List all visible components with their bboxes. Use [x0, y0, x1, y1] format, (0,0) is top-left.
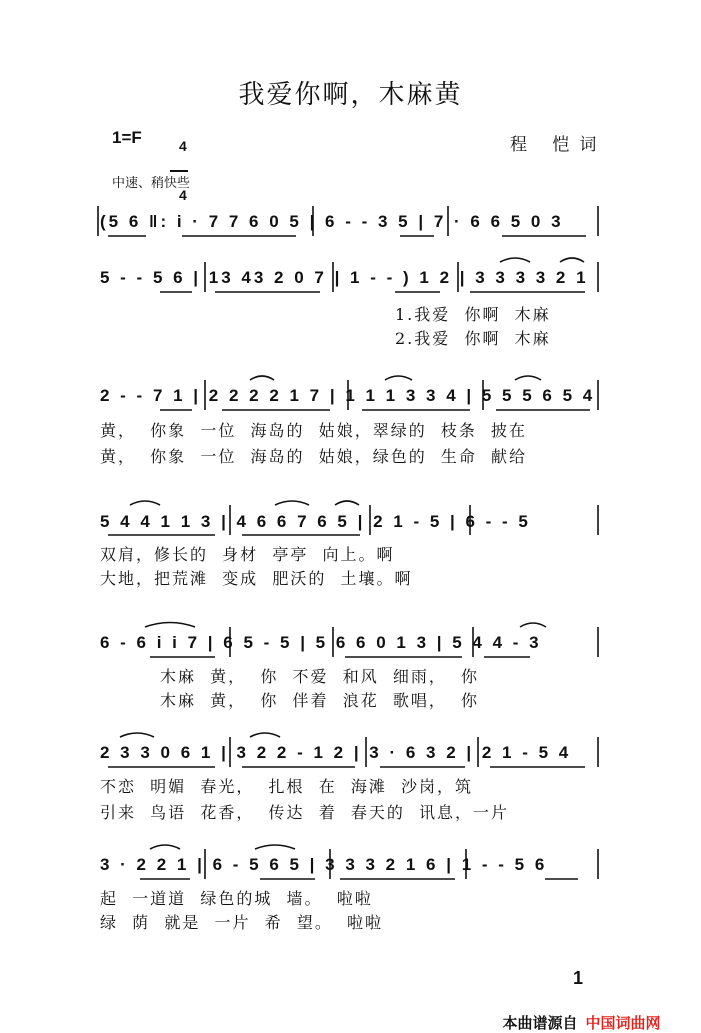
system-6-lyric-2: 引来 鸟语 花香， 传达 着 春天的 讯息，一片: [100, 803, 510, 822]
system-1-notes: (5 6 ‖: i · 7 7 6 0 5 | 6 - - 3 5 | 7 · 6 6 5 0 3: [100, 212, 564, 231]
time-signature-bottom: 4: [178, 187, 187, 203]
lyricist-credit: 程 恺词: [510, 135, 607, 155]
time-signature-top: 4: [178, 138, 187, 154]
system-5-lyric-2: 木麻 黄， 你 伴着 浪花 歌唱， 你: [160, 691, 480, 710]
page-number: 1: [573, 968, 584, 988]
system-3-notes: 2 - - 7 1 | 2 2 2 2 1 7 | 1 1 1 3 3 4 | 5 5 5 6 5 4: [100, 386, 596, 405]
system-7-lyric-1: 起 一道道 绿色的城 墙。 啦啦: [100, 889, 373, 908]
system-2-lyric-2: 2.我爱 你啊 木麻: [395, 329, 551, 348]
system-2-notes: 5 - - 5 6 | 13 43 2 0 7 | 1 - - ) 1 2 | 3 3 3 3 2 1: [100, 268, 589, 287]
system-5-notes: 6 - 6 i i 7 | 6 5 - 5 | 5 6 6 0 1 3 | 5 4 4 - 3: [100, 633, 542, 652]
system-7-notes: 3 · 2 2 1 | 6 - 5 6 5 | 3 3 3 2 1 6 | 1 - - 5 6: [100, 855, 548, 874]
system-4-lyric-1: 双肩，修长的 身材 亭亭 向上。啊: [100, 545, 395, 564]
credit-site-link[interactable]: 中国词曲网: [585, 1014, 661, 1032]
credit-source-text: 本曲谱源自: [502, 1014, 578, 1032]
system-6-notes: 2 3 3 0 6 1 | 3 2 2 - 1 2 | 3 · 6 3 2 | 2 1 - 5 4: [100, 743, 572, 762]
system-4-notes: 5 4 4 1 1 3 | 4 6 6 7 6 5 | 2 1 - 5 | 6 - - 5: [100, 512, 531, 531]
system-2-lyric-1: 1.我爱 你啊 木麻: [395, 305, 551, 324]
system-3-lyric-1: 黄， 你象 一位 海岛的 姑娘，翠绿的 枝条 披在: [100, 421, 528, 440]
source-credit: [492, 994, 660, 1033]
tempo-marking: 中速、稍快些: [112, 176, 191, 191]
system-7-lyric-2: 绿 荫 就是 一片 希 望。 啦啦: [100, 913, 384, 932]
key-signature: 1=F: [112, 128, 142, 147]
system-6-lyric-1: 不恋 明媚 春光， 扎根 在 海滩 沙岗，筑: [100, 777, 474, 796]
song-title: 我爱你啊，木麻黄: [238, 80, 463, 110]
system-3-lyric-2: 黄， 你象 一位 海岛的 姑娘，绿色的 生命 献给: [100, 447, 528, 466]
system-4-lyric-2: 大地，把荒滩 变成 肥沃的 土壤。啊: [100, 569, 413, 588]
system-5-lyric-1: 木麻 黄， 你 不爱 和风 细雨， 你: [160, 667, 480, 686]
